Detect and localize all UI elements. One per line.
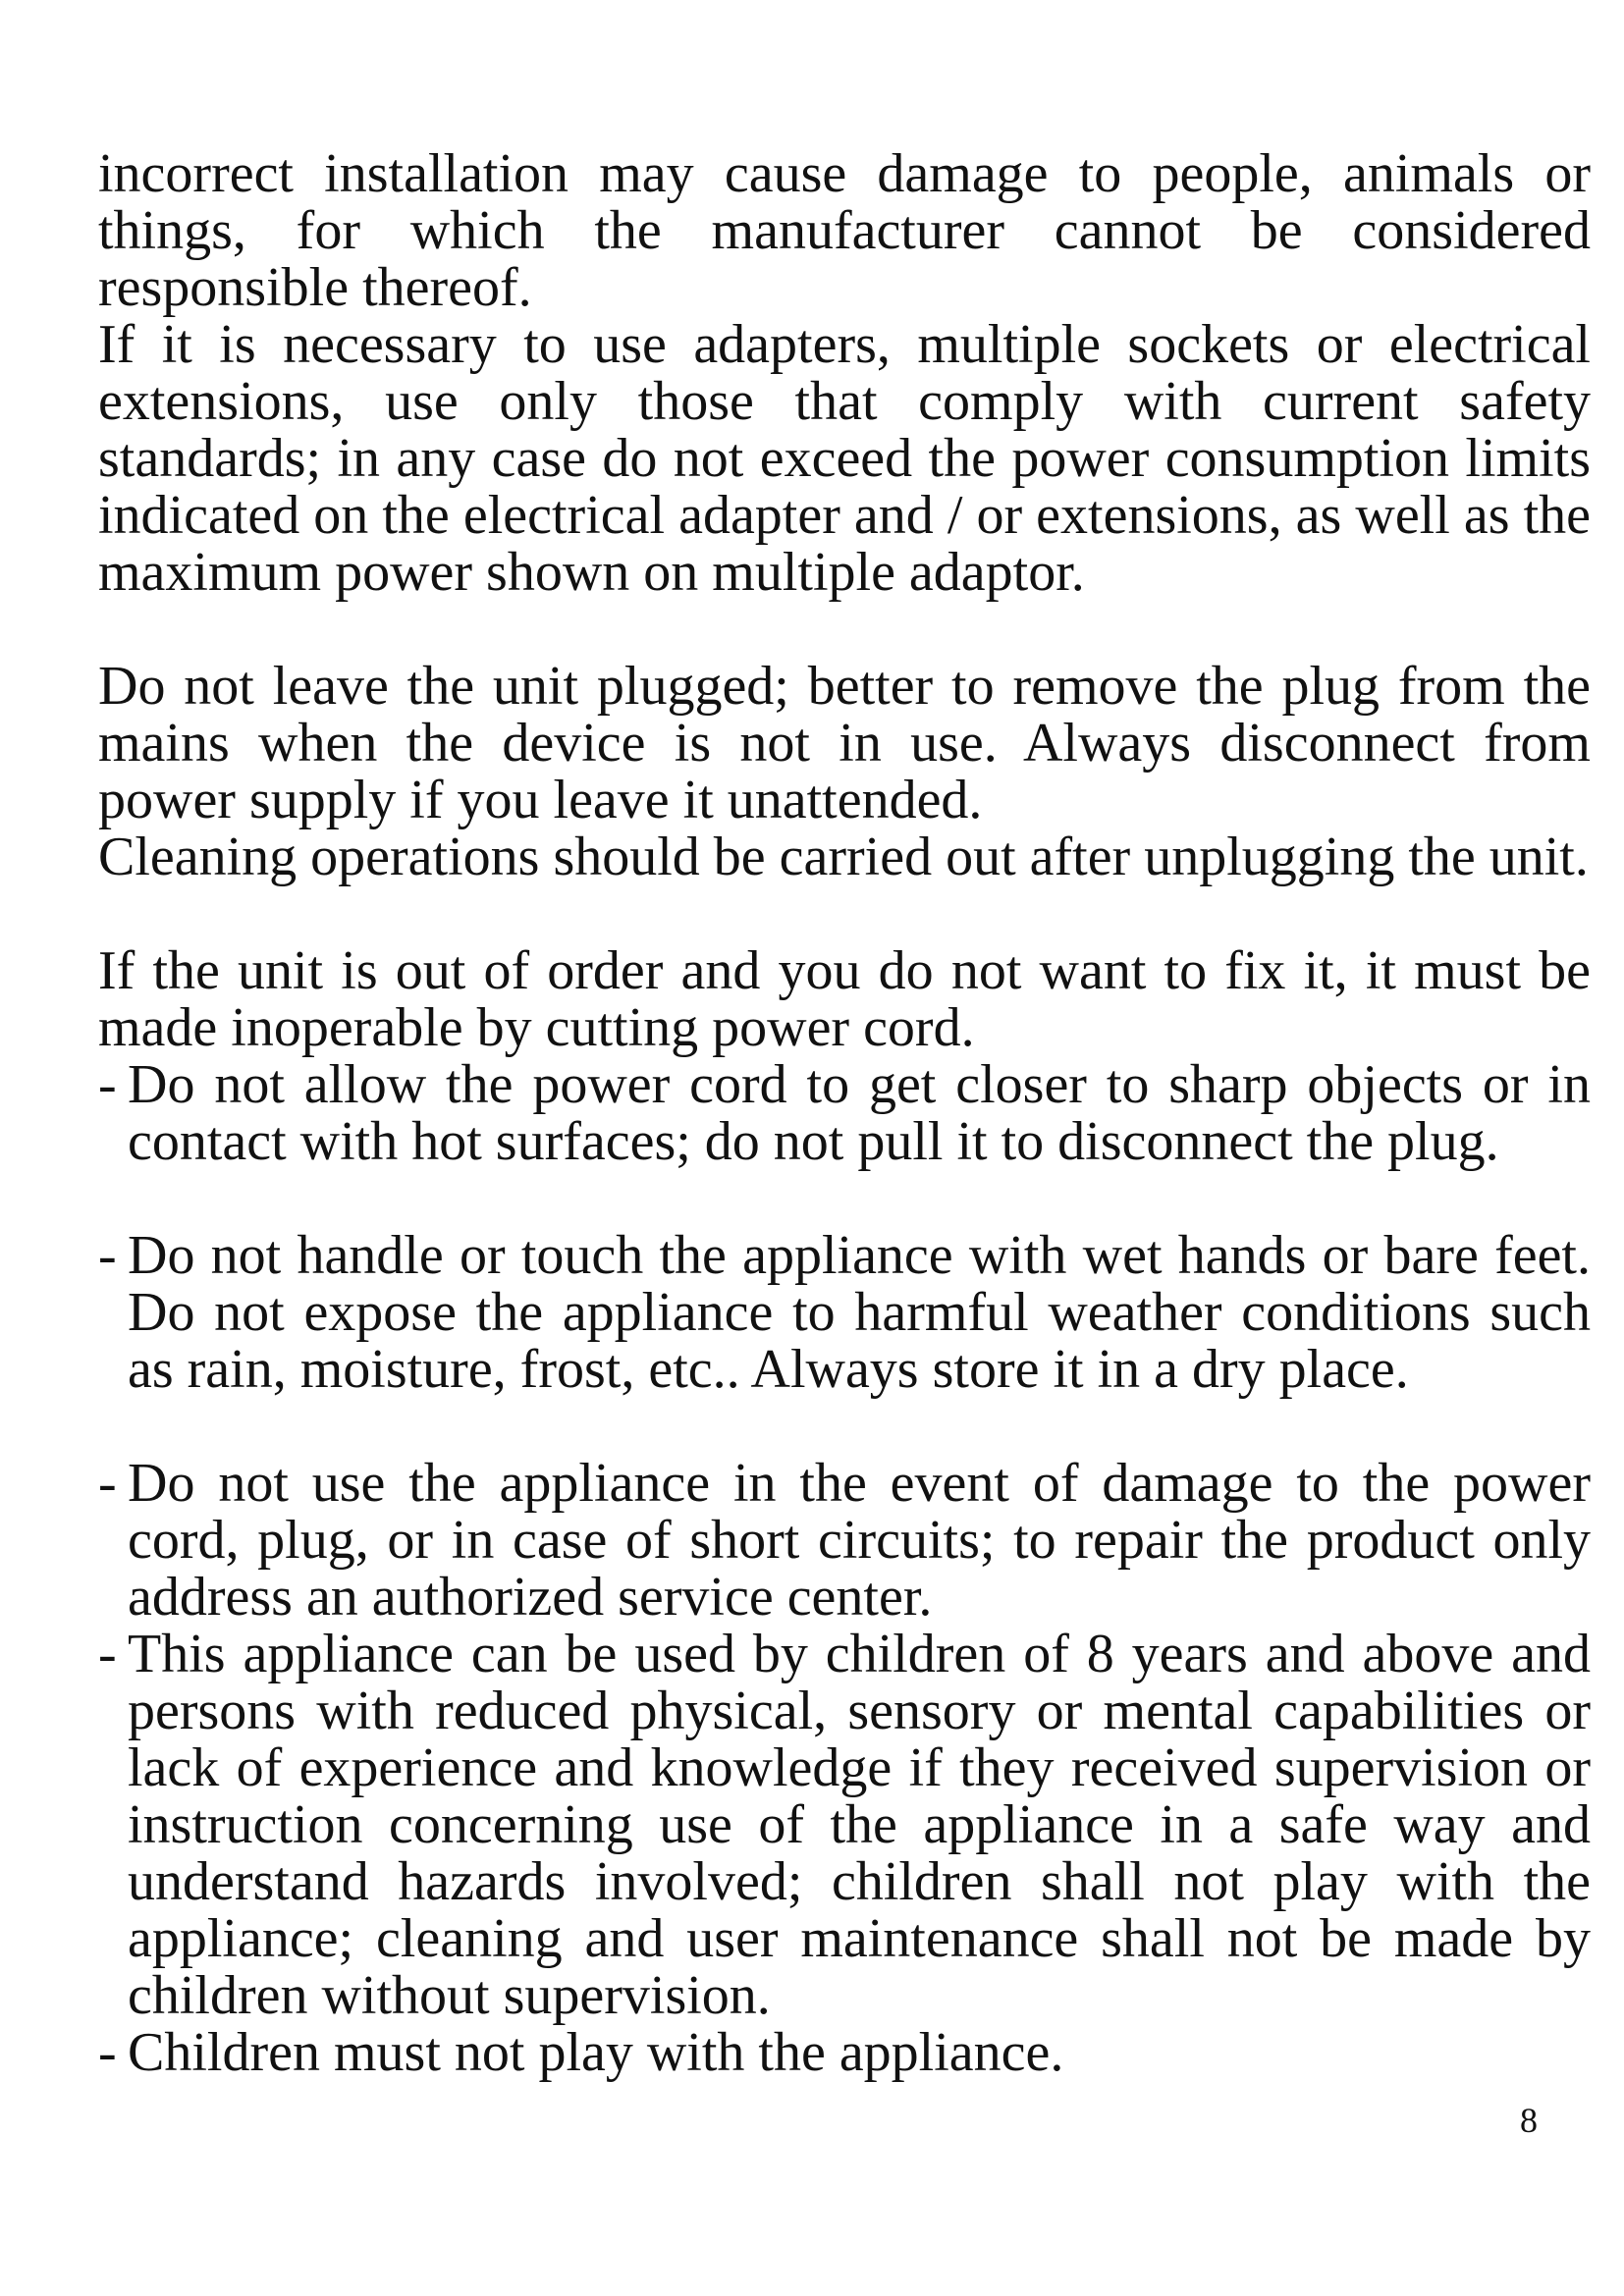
list-item [98, 1227, 1591, 1398]
list-item-text: Do not allow the power cord to get closer to sharp objects or in contact with hot surfaces; do not pull it to disconnect the plug. [128, 1054, 1591, 1172]
paragraph-adapters-extensions: If it is necessary to use adapters, multiple sockets or electrical extensions, use only those that comply with current safety standards; in any case do not exceed the power consumption limits indicated on the electrical adapter and / or extensions, as well as the maximum power shown on multiple adaptor. [98, 314, 1591, 603]
list-item [98, 1626, 1591, 2024]
list-item-text: Do not handle or touch the appliance with wet hands or bare feet. Do not expose the appliance to harmful weather conditions such as rain, moisture, frost, etc.. Always store it in a dry place. [128, 1225, 1591, 1400]
list-item-text: Children must not play with the appliance. [128, 2022, 1064, 2083]
bullet-dash: - [98, 1054, 117, 1115]
bullet-dash: - [98, 2022, 117, 2083]
page-number: 8 [1520, 2101, 1538, 2140]
paragraph-installation-warning: incorrect installation may cause damage to people, animals or things, for which the manufacturer cannot be considered responsible thereof. [98, 143, 1591, 318]
list-item-text: This appliance can be used by children of 8 years and above and persons with reduced physical, sensory or mental capabilities or lack of experience and knowledge if they received supervision or instruction concerning use of the appliance in a safe way and understand hazards involved; children shall not play with the appliance; cleaning and user maintenance shall not be made by children without supervision. [128, 1624, 1591, 2026]
bullet-dash: - [98, 1225, 117, 1286]
bullet-dash: - [98, 1624, 117, 1684]
paragraph-cleaning-operations: Cleaning operations should be carried out after unplugging the unit. [98, 827, 1589, 887]
bullet-dash: - [98, 1453, 117, 1514]
list-item-text: Do not use the appliance in the event of damage to the power cord, plug, or in case of short circuits; to repair the product only address an authorized service center. [128, 1453, 1591, 1628]
list-item [98, 1455, 1591, 1626]
paragraph-unplug-when-not-in-use: Do not leave the unit plugged; better to remove the plug from the mains when the device is not in use. Always disconnect from power supply if you leave it unattended. [98, 656, 1591, 830]
paragraph-out-of-order: If the unit is out of order and you do not want to fix it, it must be made inoperable by cutting power cord. [98, 940, 1591, 1058]
list-item [98, 1056, 1591, 1170]
list-item [98, 2024, 1591, 2081]
